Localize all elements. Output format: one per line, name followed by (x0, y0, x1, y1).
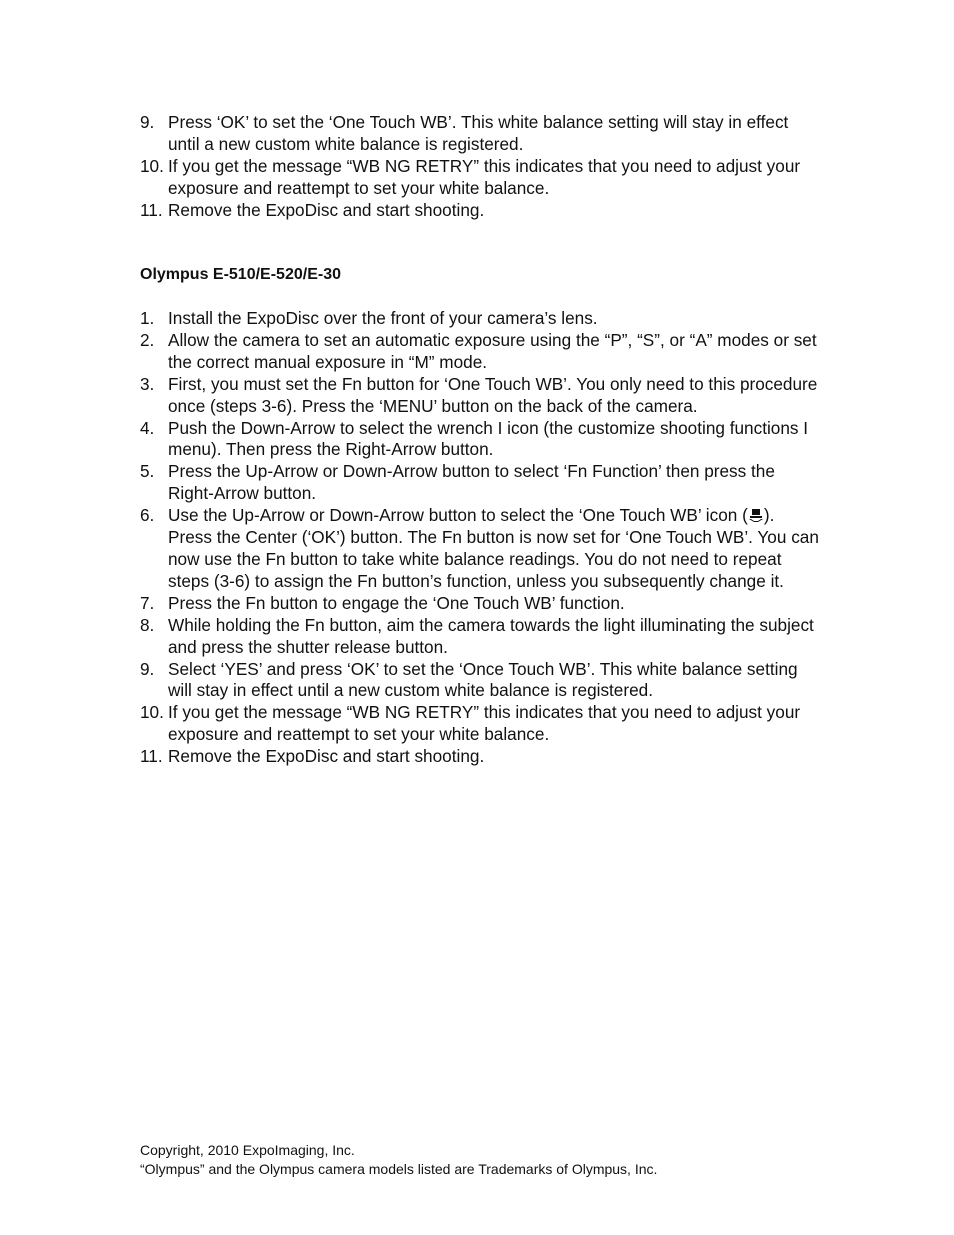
list-item (140, 615, 820, 659)
step-number: 1. (140, 308, 155, 328)
one-touch-wb-icon (748, 507, 764, 522)
step-text-before-icon: Use the Up-Arrow or Down-Arrow button to select the ‘One Touch WB’ icon ( (168, 505, 748, 526)
list-item (140, 702, 820, 746)
section-heading: Olympus E-510/E-520/E-30 (140, 266, 341, 283)
step-number: 5. (140, 461, 155, 482)
step-number: 9. (140, 658, 155, 679)
list-item (140, 505, 820, 593)
step-text: While holding the Fn button, aim the camera towards the light illuminating the subject and press the shutter release button. (168, 614, 814, 657)
trademark-line: “Olympus” and the Olympus camera models listed are Trademarks of Olympus, Inc. (140, 1161, 658, 1177)
step-number: 9. (140, 112, 155, 132)
step-number: 10. (140, 155, 164, 176)
list-item (140, 330, 820, 374)
list-item (140, 200, 820, 222)
list-item (140, 461, 820, 505)
step-number: 10. (140, 702, 164, 723)
list-item (140, 593, 820, 615)
copyright-line: Copyright, 2010 ExpoImaging, Inc. (140, 1142, 355, 1158)
list-item (140, 418, 820, 462)
list-item (140, 112, 820, 156)
olympus-steps-list (140, 308, 820, 768)
step-text: Install the ExpoDisc over the front of your camera’s lens. (168, 308, 598, 328)
step-text: Push the Down-Arrow to select the wrench I icon (the customize shooting functions I menu). Then press the Right-Arrow button. (168, 417, 809, 460)
step-number: 11. (140, 199, 163, 220)
step-text: Press ‘OK’ to set the ‘One Touch WB’. This white balance setting will stay in effect until a new custom white balance is registered. (168, 112, 789, 154)
continued-steps-list (140, 112, 820, 222)
step-number: 6. (140, 505, 155, 526)
step-text: Press the Fn button to engage the ‘One Touch WB’ function. (168, 592, 625, 613)
step-number: 8. (140, 614, 155, 635)
step-text: Allow the camera to set an automatic exposure using the “P”, “S”, or “A” modes or set the correct manual exposure in “M” mode. (168, 329, 817, 372)
step-text: Remove the ExpoDisc and start shooting. (168, 746, 485, 767)
step-text: Select ‘YES’ and press ‘OK’ to set the ‘Once Touch WB’. This white balance setting will stay in effect until a new custom white balance is registered. (168, 658, 798, 701)
step-text-after-icon: ). Press the Center (‘OK’) button. The Fn button is now set for ‘One Touch WB’. You can now use the Fn button to take white balance readings. You do not need to repeat steps (3-6) to assign the Fn button’s function, unless you subsequently change it. (168, 505, 819, 591)
step-text: Press the Up-Arrow or Down-Arrow button to select ‘Fn Function’ then press the Right-Arrow button. (168, 461, 775, 504)
page-footer (140, 1141, 657, 1179)
step-number: 3. (140, 373, 155, 394)
list-item (140, 659, 820, 703)
list-item (140, 156, 820, 200)
step-number: 11. (140, 746, 163, 767)
list-item (140, 374, 820, 418)
step-number: 4. (140, 417, 155, 438)
step-text: First, you must set the Fn button for ‘One Touch WB’. You only need to this procedure once (steps 3-6). Press the ‘MENU’ button on the back of the camera. (168, 373, 818, 416)
step-text: If you get the message “WB NG RETRY” this indicates that you need to adjust your exposure and reattempt to set your white balance. (168, 702, 801, 745)
list-item (140, 746, 820, 768)
list-item (140, 308, 820, 330)
step-text: Remove the ExpoDisc and start shooting. (168, 199, 485, 220)
step-number: 2. (140, 329, 155, 350)
step-number: 7. (140, 592, 155, 613)
step-text: If you get the message “WB NG RETRY” this indicates that you need to adjust your exposure and reattempt to set your white balance. (168, 155, 801, 198)
